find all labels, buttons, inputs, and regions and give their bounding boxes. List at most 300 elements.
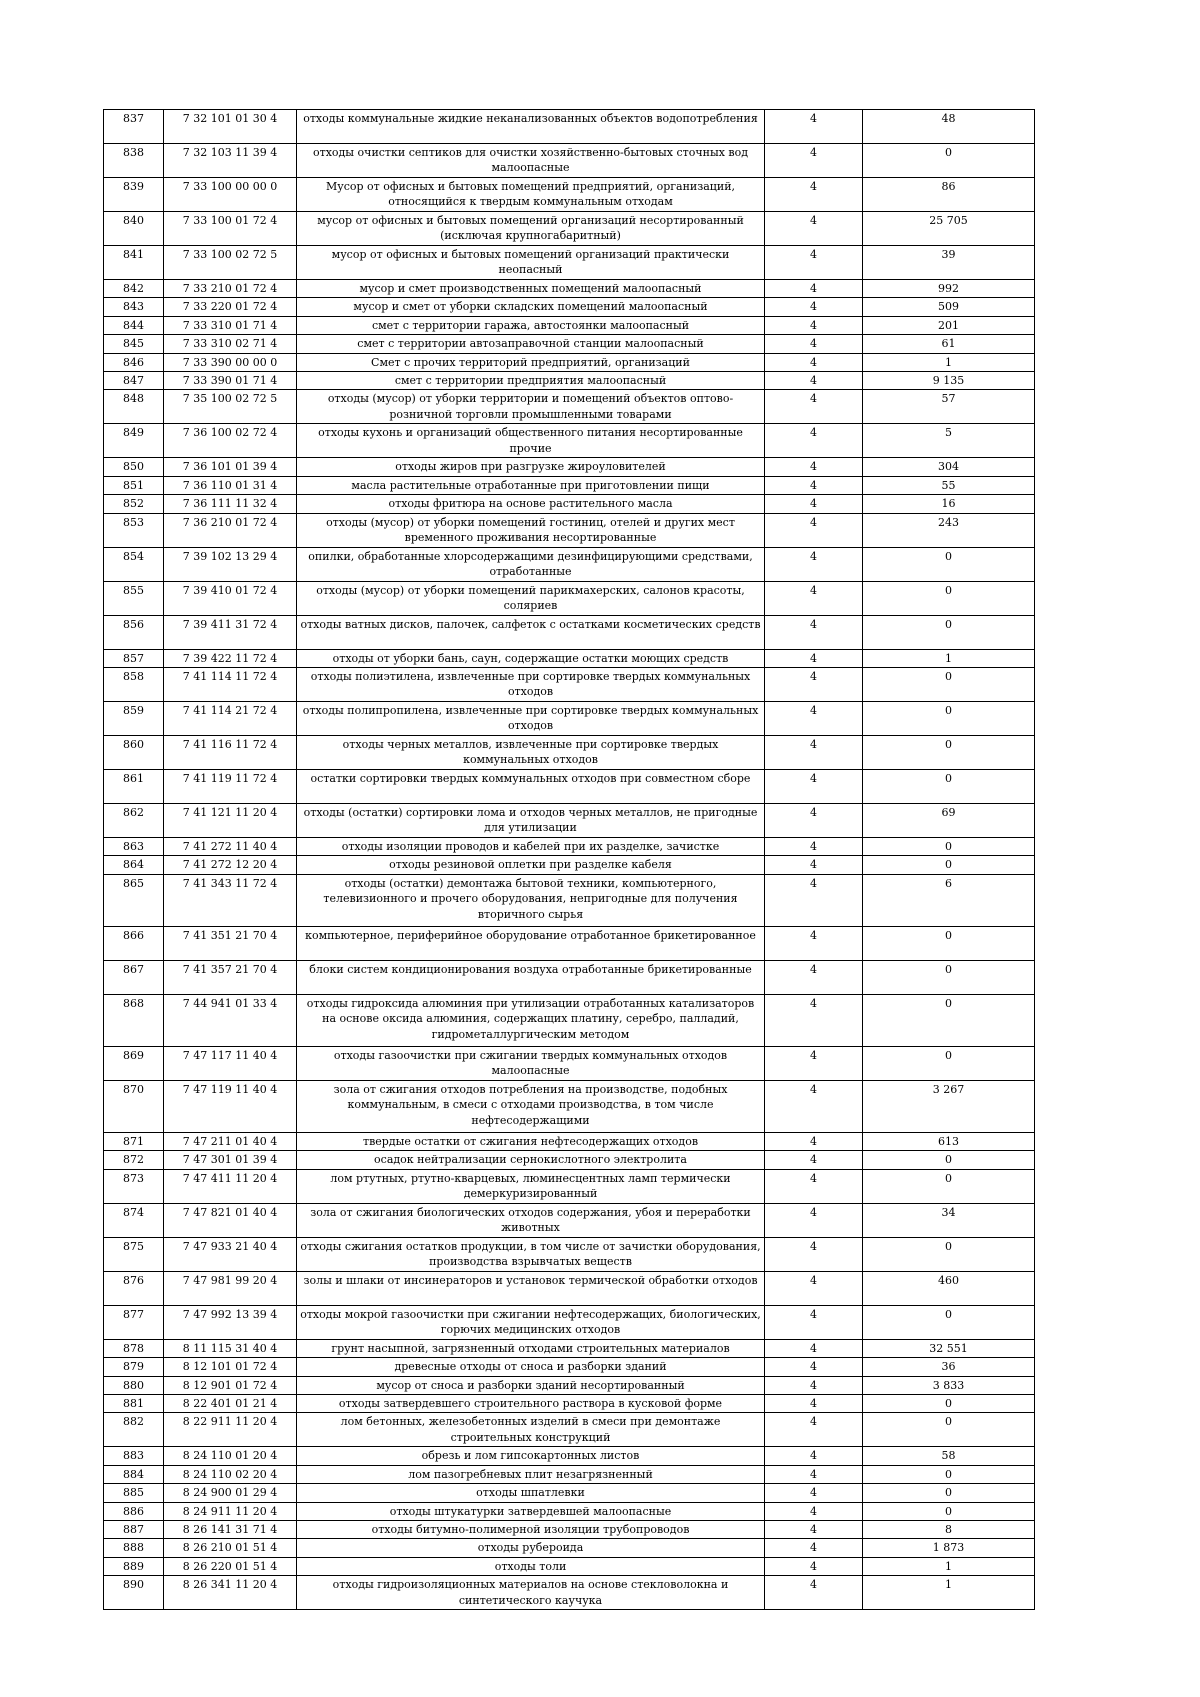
quantity-cell: 55 [863, 476, 1035, 494]
waste-name-cell: блоки систем кондиционирования воздуха отработанные брикетированные [297, 960, 765, 994]
quantity-cell: 0 [863, 668, 1035, 702]
row-number-cell: 844 [104, 316, 164, 334]
row-number-cell: 863 [104, 838, 164, 856]
row-number-cell: 854 [104, 547, 164, 581]
waste-name-cell: отходы рубероида [297, 1539, 765, 1557]
quantity-cell: 39 [863, 246, 1035, 280]
row-number-cell: 853 [104, 513, 164, 547]
waste-code-cell: 7 41 272 12 20 4 [164, 856, 297, 874]
waste-name-cell: мусор и смет от уборки складских помещений малоопасный [297, 298, 765, 316]
table-row [104, 1169, 1035, 1203]
row-number-cell: 847 [104, 372, 164, 390]
waste-code-cell: 8 22 401 01 21 4 [164, 1394, 297, 1412]
quantity-cell: 304 [863, 458, 1035, 476]
hazard-class-cell: 4 [765, 1169, 863, 1203]
quantity-cell: 0 [863, 581, 1035, 615]
waste-name-cell: золы и шлаки от инсинераторов и установок термической обработки отходов [297, 1271, 765, 1305]
hazard-class-cell: 4 [765, 874, 863, 926]
quantity-cell: 0 [863, 1237, 1035, 1271]
quantity-cell: 992 [863, 280, 1035, 298]
waste-code-cell: 7 47 411 11 20 4 [164, 1169, 297, 1203]
row-number-cell: 850 [104, 458, 164, 476]
waste-code-cell: 7 47 821 01 40 4 [164, 1203, 297, 1237]
table-row [104, 702, 1035, 736]
waste-code-cell: 7 47 933 21 40 4 [164, 1237, 297, 1271]
row-number-cell: 871 [104, 1132, 164, 1150]
table-row [104, 298, 1035, 316]
table-row [104, 1539, 1035, 1557]
hazard-class-cell: 4 [765, 1413, 863, 1447]
waste-code-cell: 7 47 301 01 39 4 [164, 1151, 297, 1169]
waste-code-cell: 7 36 101 01 39 4 [164, 458, 297, 476]
table-row [104, 1271, 1035, 1305]
row-number-cell: 870 [104, 1080, 164, 1132]
quantity-cell: 1 [863, 1576, 1035, 1610]
waste-name-cell: отходы полиэтилена, извлеченные при сортировке твердых коммунальных отходов [297, 668, 765, 702]
quantity-cell: 16 [863, 495, 1035, 513]
quantity-cell: 0 [863, 960, 1035, 994]
quantity-cell: 3 833 [863, 1376, 1035, 1394]
waste-name-cell: мусор от сноса и разборки зданий несортированный [297, 1376, 765, 1394]
waste-code-cell: 7 33 100 02 72 5 [164, 246, 297, 280]
quantity-cell: 1 [863, 649, 1035, 667]
quantity-cell: 0 [863, 994, 1035, 1046]
quantity-cell: 0 [863, 1502, 1035, 1520]
waste-name-cell: отходы ватных дисков, палочек, салфеток с остатками косметических средств [297, 615, 765, 649]
hazard-class-cell: 4 [765, 1557, 863, 1575]
quantity-cell: 243 [863, 513, 1035, 547]
hazard-class-cell: 4 [765, 280, 863, 298]
hazard-class-cell: 4 [765, 926, 863, 960]
row-number-cell: 862 [104, 804, 164, 838]
quantity-cell: 0 [863, 1151, 1035, 1169]
row-number-cell: 866 [104, 926, 164, 960]
row-number-cell: 889 [104, 1557, 164, 1575]
waste-code-cell: 7 41 343 11 72 4 [164, 874, 297, 926]
hazard-class-cell: 4 [765, 316, 863, 334]
hazard-class-cell: 4 [765, 1080, 863, 1132]
waste-code-cell: 7 36 100 02 72 4 [164, 424, 297, 458]
waste-name-cell: остатки сортировки твердых коммунальных отходов при совместном сборе [297, 770, 765, 804]
waste-name-cell: отходы (мусор) от уборки помещений парикмахерских, салонов красоты, соляриев [297, 581, 765, 615]
hazard-class-cell: 4 [765, 1502, 863, 1520]
hazard-class-cell: 4 [765, 668, 863, 702]
row-number-cell: 873 [104, 1169, 164, 1203]
quantity-cell: 0 [863, 1169, 1035, 1203]
waste-name-cell: отходы газоочистки при сжигании твердых коммунальных отходов малоопасные [297, 1046, 765, 1080]
hazard-class-cell: 4 [765, 458, 863, 476]
waste-code-cell: 7 33 390 01 71 4 [164, 372, 297, 390]
waste-name-cell: осадок нейтрализации сернокислотного электролита [297, 1151, 765, 1169]
waste-name-cell: отходы (остатки) сортировки лома и отходов черных металлов, не пригодные для утилизации [297, 804, 765, 838]
hazard-class-cell: 4 [765, 547, 863, 581]
table-row [104, 838, 1035, 856]
waste-code-cell: 8 22 911 11 20 4 [164, 1413, 297, 1447]
waste-code-cell: 7 33 100 00 00 0 [164, 178, 297, 212]
row-number-cell: 864 [104, 856, 164, 874]
row-number-cell: 837 [104, 110, 164, 144]
quantity-cell: 1 [863, 1557, 1035, 1575]
quantity-cell: 32 551 [863, 1339, 1035, 1357]
table-row [104, 178, 1035, 212]
waste-name-cell: отходы шпатлевки [297, 1484, 765, 1502]
row-number-cell: 856 [104, 615, 164, 649]
row-number-cell: 859 [104, 702, 164, 736]
waste-name-cell: твердые остатки от сжигания нефтесодержащих отходов [297, 1132, 765, 1150]
table-row [104, 804, 1035, 838]
quantity-cell: 0 [863, 1305, 1035, 1339]
hazard-class-cell: 4 [765, 1203, 863, 1237]
waste-code-cell: 7 39 102 13 29 4 [164, 547, 297, 581]
hazard-class-cell: 4 [765, 144, 863, 178]
waste-code-cell: 7 41 351 21 70 4 [164, 926, 297, 960]
waste-name-cell: смет с территории автозаправочной станции малоопасный [297, 335, 765, 353]
table-row [104, 246, 1035, 280]
row-number-cell: 840 [104, 212, 164, 246]
table-row [104, 770, 1035, 804]
table-row [104, 615, 1035, 649]
quantity-cell: 0 [863, 144, 1035, 178]
row-number-cell: 858 [104, 668, 164, 702]
waste-name-cell: отходы кухонь и организаций общественного питания несортированные прочие [297, 424, 765, 458]
waste-code-cell: 7 47 119 11 40 4 [164, 1080, 297, 1132]
quantity-cell: 509 [863, 298, 1035, 316]
hazard-class-cell: 4 [765, 335, 863, 353]
waste-name-cell: зола от сжигания биологических отходов содержания, убоя и переработки животных [297, 1203, 765, 1237]
table-row [104, 1376, 1035, 1394]
waste-name-cell: отходы черных металлов, извлеченные при сортировке твердых коммунальных отходов [297, 736, 765, 770]
waste-name-cell: грунт насыпной, загрязненный отходами строительных материалов [297, 1339, 765, 1357]
hazard-class-cell: 4 [765, 513, 863, 547]
waste-code-cell: 8 11 115 31 40 4 [164, 1339, 297, 1357]
hazard-class-cell: 4 [765, 1271, 863, 1305]
waste-name-cell: отходы полипропилена, извлеченные при сортировке твердых коммунальных отходов [297, 702, 765, 736]
hazard-class-cell: 4 [765, 1465, 863, 1483]
row-number-cell: 880 [104, 1376, 164, 1394]
waste-code-cell: 8 12 901 01 72 4 [164, 1376, 297, 1394]
waste-name-cell: мусор от офисных и бытовых помещений организаций несортированный (исключая крупногабаритный) [297, 212, 765, 246]
row-number-cell: 868 [104, 994, 164, 1046]
row-number-cell: 883 [104, 1447, 164, 1465]
hazard-class-cell: 4 [765, 804, 863, 838]
quantity-cell: 36 [863, 1358, 1035, 1376]
table-row [104, 926, 1035, 960]
row-number-cell: 843 [104, 298, 164, 316]
waste-code-cell: 7 36 110 01 31 4 [164, 476, 297, 494]
waste-code-cell: 8 24 911 11 20 4 [164, 1502, 297, 1520]
waste-name-cell: компьютерное, периферийное оборудование отработанное брикетированное [297, 926, 765, 960]
waste-code-cell: 7 41 114 21 72 4 [164, 702, 297, 736]
table-row [104, 1576, 1035, 1610]
row-number-cell: 848 [104, 390, 164, 424]
waste-code-cell: 7 33 390 00 00 0 [164, 353, 297, 371]
table-row [104, 1413, 1035, 1447]
table-row [104, 856, 1035, 874]
row-number-cell: 845 [104, 335, 164, 353]
hazard-class-cell: 4 [765, 1447, 863, 1465]
table-row [104, 1502, 1035, 1520]
quantity-cell: 0 [863, 1394, 1035, 1412]
table-row [104, 1394, 1035, 1412]
table-row [104, 353, 1035, 371]
waste-code-cell: 8 24 900 01 29 4 [164, 1484, 297, 1502]
table-row [104, 1080, 1035, 1132]
table-row [104, 581, 1035, 615]
waste-code-cell: 7 41 357 21 70 4 [164, 960, 297, 994]
quantity-cell: 0 [863, 736, 1035, 770]
waste-code-cell: 8 24 110 02 20 4 [164, 1465, 297, 1483]
waste-name-cell: лом бетонных, железобетонных изделий в смеси при демонтаже строительных конструкций [297, 1413, 765, 1447]
table-row [104, 513, 1035, 547]
waste-code-cell: 7 41 116 11 72 4 [164, 736, 297, 770]
table-row [104, 372, 1035, 390]
waste-code-cell: 7 33 100 01 72 4 [164, 212, 297, 246]
row-number-cell: 849 [104, 424, 164, 458]
waste-name-cell: смет с территории предприятия малоопасный [297, 372, 765, 390]
quantity-cell: 86 [863, 178, 1035, 212]
waste-name-cell: мусор и смет производственных помещений малоопасный [297, 280, 765, 298]
quantity-cell: 201 [863, 316, 1035, 334]
table-row [104, 1358, 1035, 1376]
waste-table-body [104, 110, 1035, 1610]
waste-name-cell: отходы фритюра на основе растительного масла [297, 495, 765, 513]
row-number-cell: 888 [104, 1539, 164, 1557]
table-row [104, 1203, 1035, 1237]
table-row [104, 424, 1035, 458]
waste-code-cell: 7 47 117 11 40 4 [164, 1046, 297, 1080]
table-row [104, 1046, 1035, 1080]
row-number-cell: 857 [104, 649, 164, 667]
waste-code-cell: 7 32 103 11 39 4 [164, 144, 297, 178]
waste-name-cell: масла растительные отработанные при приготовлении пищи [297, 476, 765, 494]
waste-name-cell: отходы битумно-полимерной изоляции трубопроводов [297, 1520, 765, 1538]
waste-name-cell: отходы гидроизоляционных материалов на основе стекловолокна и синтетического каучука [297, 1576, 765, 1610]
hazard-class-cell: 4 [765, 495, 863, 513]
waste-code-cell: 7 33 210 01 72 4 [164, 280, 297, 298]
hazard-class-cell: 4 [765, 736, 863, 770]
quantity-cell: 3 267 [863, 1080, 1035, 1132]
waste-name-cell: Мусор от офисных и бытовых помещений предприятий, организаций, относящийся к твердым коммунальным отходам [297, 178, 765, 212]
waste-name-cell: смет с территории гаража, автостоянки малоопасный [297, 316, 765, 334]
waste-code-cell: 7 33 220 01 72 4 [164, 298, 297, 316]
waste-code-cell: 8 26 220 01 51 4 [164, 1557, 297, 1575]
waste-table [103, 109, 1035, 1610]
quantity-cell: 6 [863, 874, 1035, 926]
waste-name-cell: отходы гидроксида алюминия при утилизации отработанных катализаторов на основе оксида алюминия, содержащих платину, серебро, палладий, гидрометаллургическим методом [297, 994, 765, 1046]
hazard-class-cell: 4 [765, 212, 863, 246]
table-row [104, 1339, 1035, 1357]
table-row [104, 736, 1035, 770]
quantity-cell: 57 [863, 390, 1035, 424]
waste-code-cell: 8 24 110 01 20 4 [164, 1447, 297, 1465]
row-number-cell: 882 [104, 1413, 164, 1447]
waste-code-cell: 7 39 411 31 72 4 [164, 615, 297, 649]
hazard-class-cell: 4 [765, 1132, 863, 1150]
table-row [104, 390, 1035, 424]
waste-name-cell: отходы от уборки бань, саун, содержащие остатки моющих средств [297, 649, 765, 667]
table-row [104, 960, 1035, 994]
hazard-class-cell: 4 [765, 702, 863, 736]
waste-code-cell: 7 47 211 01 40 4 [164, 1132, 297, 1150]
table-row [104, 1305, 1035, 1339]
hazard-class-cell: 4 [765, 994, 863, 1046]
hazard-class-cell: 4 [765, 1339, 863, 1357]
hazard-class-cell: 4 [765, 770, 863, 804]
row-number-cell: 879 [104, 1358, 164, 1376]
hazard-class-cell: 4 [765, 1484, 863, 1502]
table-row [104, 495, 1035, 513]
waste-name-cell: отходы мокрой газоочистки при сжигании нефтесодержащих, биологических, горючих медицинских отходов [297, 1305, 765, 1339]
quantity-cell: 0 [863, 856, 1035, 874]
row-number-cell: 886 [104, 1502, 164, 1520]
row-number-cell: 839 [104, 178, 164, 212]
hazard-class-cell: 4 [765, 1520, 863, 1538]
hazard-class-cell: 4 [765, 372, 863, 390]
quantity-cell: 0 [863, 1046, 1035, 1080]
table-row [104, 1465, 1035, 1483]
waste-name-cell: отходы толи [297, 1557, 765, 1575]
waste-code-cell: 7 36 210 01 72 4 [164, 513, 297, 547]
row-number-cell: 867 [104, 960, 164, 994]
waste-code-cell: 8 12 101 01 72 4 [164, 1358, 297, 1376]
waste-code-cell: 8 26 341 11 20 4 [164, 1576, 297, 1610]
hazard-class-cell: 4 [765, 960, 863, 994]
waste-name-cell: отходы очистки септиков для очистки хозяйственно-бытовых сточных вод малоопасные [297, 144, 765, 178]
row-number-cell: 875 [104, 1237, 164, 1271]
quantity-cell: 69 [863, 804, 1035, 838]
quantity-cell: 1 [863, 353, 1035, 371]
waste-code-cell: 7 41 121 11 20 4 [164, 804, 297, 838]
quantity-cell: 61 [863, 335, 1035, 353]
row-number-cell: 860 [104, 736, 164, 770]
table-row [104, 994, 1035, 1046]
quantity-cell: 1 873 [863, 1539, 1035, 1557]
table-row [104, 649, 1035, 667]
quantity-cell: 0 [863, 770, 1035, 804]
waste-code-cell: 7 39 410 01 72 4 [164, 581, 297, 615]
quantity-cell: 25 705 [863, 212, 1035, 246]
quantity-cell: 9 135 [863, 372, 1035, 390]
table-row [104, 1520, 1035, 1538]
table-row [104, 668, 1035, 702]
quantity-cell: 0 [863, 547, 1035, 581]
hazard-class-cell: 4 [765, 298, 863, 316]
waste-code-cell: 8 26 141 31 71 4 [164, 1520, 297, 1538]
table-row [104, 212, 1035, 246]
hazard-class-cell: 4 [765, 1394, 863, 1412]
waste-name-cell: отходы штукатурки затвердевшей малоопасные [297, 1502, 765, 1520]
waste-code-cell: 7 41 272 11 40 4 [164, 838, 297, 856]
hazard-class-cell: 4 [765, 1046, 863, 1080]
table-row [104, 316, 1035, 334]
table-row [104, 335, 1035, 353]
row-number-cell: 872 [104, 1151, 164, 1169]
row-number-cell: 876 [104, 1271, 164, 1305]
waste-name-cell: мусор от офисных и бытовых помещений организаций практически неопасный [297, 246, 765, 280]
table-row [104, 110, 1035, 144]
row-number-cell: 855 [104, 581, 164, 615]
hazard-class-cell: 4 [765, 178, 863, 212]
hazard-class-cell: 4 [765, 390, 863, 424]
waste-name-cell: лом ртутных, ртутно-кварцевых, люминесцентных ламп термически демеркуризированный [297, 1169, 765, 1203]
waste-name-cell: зола от сжигания отходов потребления на производстве, подобных коммунальным, в смеси с отходами производства, в том числе нефтесодержащими [297, 1080, 765, 1132]
quantity-cell: 8 [863, 1520, 1035, 1538]
table-row [104, 476, 1035, 494]
waste-code-cell: 7 39 422 11 72 4 [164, 649, 297, 667]
hazard-class-cell: 4 [765, 1237, 863, 1271]
row-number-cell: 852 [104, 495, 164, 513]
hazard-class-cell: 4 [765, 246, 863, 280]
row-number-cell: 861 [104, 770, 164, 804]
quantity-cell: 0 [863, 702, 1035, 736]
quantity-cell: 5 [863, 424, 1035, 458]
table-row [104, 1484, 1035, 1502]
hazard-class-cell: 4 [765, 581, 863, 615]
hazard-class-cell: 4 [765, 1576, 863, 1610]
hazard-class-cell: 4 [765, 649, 863, 667]
waste-code-cell: 7 41 114 11 72 4 [164, 668, 297, 702]
waste-code-cell: 7 32 101 01 30 4 [164, 110, 297, 144]
row-number-cell: 874 [104, 1203, 164, 1237]
hazard-class-cell: 4 [765, 856, 863, 874]
waste-code-cell: 7 41 119 11 72 4 [164, 770, 297, 804]
hazard-class-cell: 4 [765, 424, 863, 458]
waste-name-cell: лом пазогребневых плит незагрязненный [297, 1465, 765, 1483]
hazard-class-cell: 4 [765, 110, 863, 144]
row-number-cell: 869 [104, 1046, 164, 1080]
quantity-cell: 0 [863, 1413, 1035, 1447]
hazard-class-cell: 4 [765, 476, 863, 494]
waste-name-cell: отходы (мусор) от уборки помещений гостиниц, отелей и других мест временного проживания несортированные [297, 513, 765, 547]
row-number-cell: 884 [104, 1465, 164, 1483]
quantity-cell: 34 [863, 1203, 1035, 1237]
row-number-cell: 842 [104, 280, 164, 298]
quantity-cell: 460 [863, 1271, 1035, 1305]
hazard-class-cell: 4 [765, 1151, 863, 1169]
hazard-class-cell: 4 [765, 1358, 863, 1376]
quantity-cell: 0 [863, 926, 1035, 960]
quantity-cell: 48 [863, 110, 1035, 144]
hazard-class-cell: 4 [765, 353, 863, 371]
waste-name-cell: отходы жиров при разгрузке жироуловителей [297, 458, 765, 476]
waste-name-cell: отходы (остатки) демонтажа бытовой техники, компьютерного, телевизионного и прочего оборудования, непригодные для получения вторичного сырья [297, 874, 765, 926]
table-row [104, 1151, 1035, 1169]
waste-code-cell: 7 35 100 02 72 5 [164, 390, 297, 424]
waste-name-cell: обрезь и лом гипсокартонных листов [297, 1447, 765, 1465]
waste-code-cell: 7 36 111 11 32 4 [164, 495, 297, 513]
waste-code-cell: 7 33 310 02 71 4 [164, 335, 297, 353]
waste-code-cell: 7 44 941 01 33 4 [164, 994, 297, 1046]
row-number-cell: 890 [104, 1576, 164, 1610]
row-number-cell: 838 [104, 144, 164, 178]
quantity-cell: 613 [863, 1132, 1035, 1150]
table-row [104, 144, 1035, 178]
row-number-cell: 878 [104, 1339, 164, 1357]
hazard-class-cell: 4 [765, 1305, 863, 1339]
waste-name-cell: отходы (мусор) от уборки территории и помещений объектов оптово-розничной торговли промышленными товарами [297, 390, 765, 424]
waste-name-cell: отходы коммунальные жидкие неканализованных объектов водопотребления [297, 110, 765, 144]
quantity-cell: 0 [863, 615, 1035, 649]
waste-name-cell: опилки, обработанные хлорсодержащими дезинфицирующими средствами, отработанные [297, 547, 765, 581]
quantity-cell: 58 [863, 1447, 1035, 1465]
table-row [104, 1557, 1035, 1575]
row-number-cell: 841 [104, 246, 164, 280]
row-number-cell: 887 [104, 1520, 164, 1538]
quantity-cell: 0 [863, 1465, 1035, 1483]
waste-name-cell: отходы изоляции проводов и кабелей при их разделке, зачистке [297, 838, 765, 856]
table-row [104, 1447, 1035, 1465]
row-number-cell: 885 [104, 1484, 164, 1502]
